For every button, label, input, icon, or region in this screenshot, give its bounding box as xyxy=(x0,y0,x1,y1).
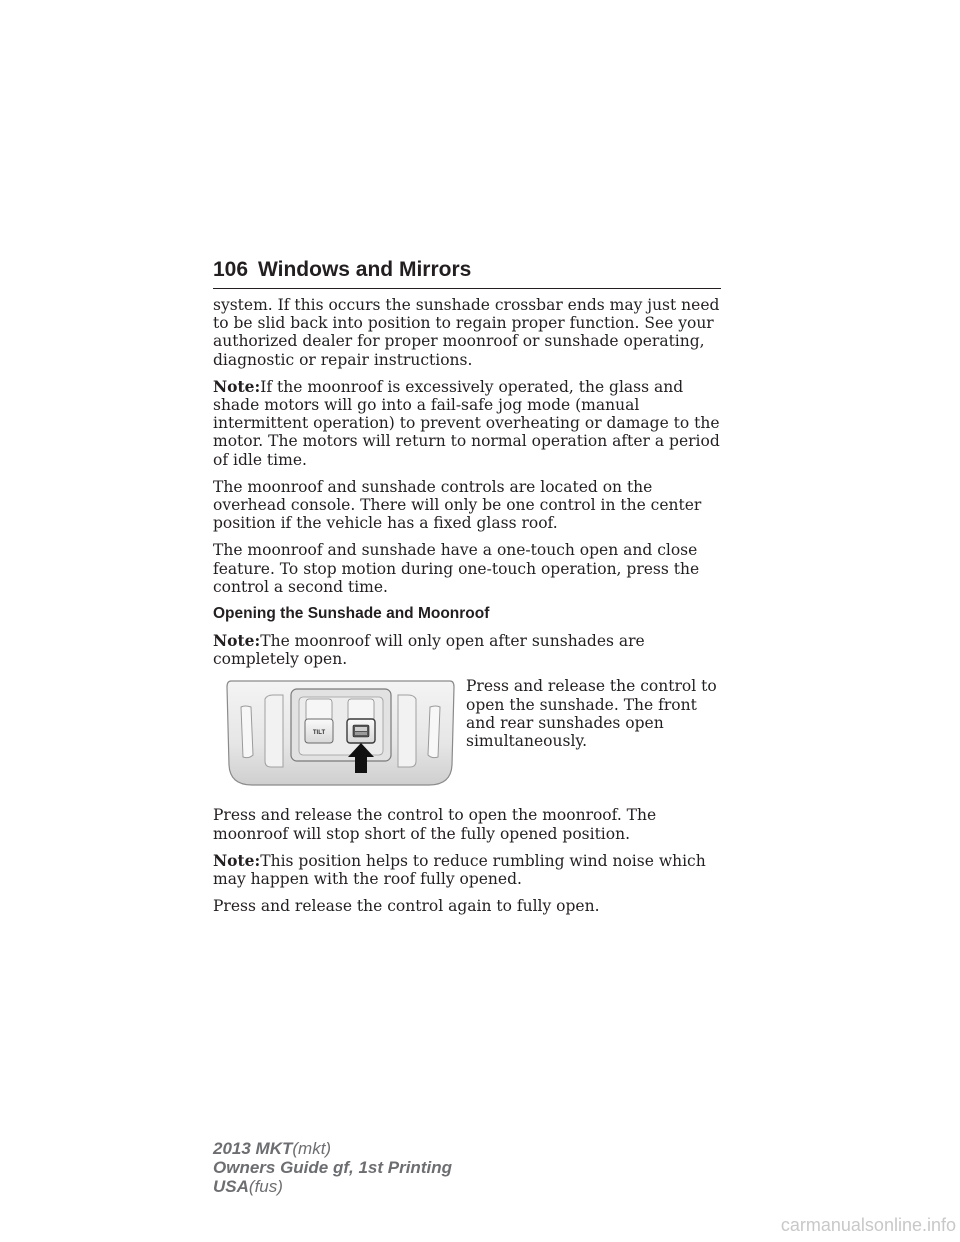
page-content xyxy=(213,296,723,924)
footer-model: 2013 MKT xyxy=(213,1139,293,1158)
footer-guide-edition: Owners Guide gf, 1st Printing xyxy=(213,1158,452,1177)
note-text: The moonroof will only open after sunshades are completely open. xyxy=(213,632,645,669)
tilt-button-label: TILT xyxy=(312,730,326,737)
paragraph-continuation: system. If this occurs the sunshade crossbar ends may just need to be slid back into position to regain proper function. See your authorized dealer for proper moonroof or sunshade operating, diagnostic or repair instructions. xyxy=(213,296,720,369)
footer-line-market xyxy=(213,1177,452,1196)
paragraph-fully-open: Press and release the control again to fully open. xyxy=(213,897,600,916)
paragraph-open-moonroof: Press and release the control to open the moonroof. The moonroof will stop short of the fully opened position. xyxy=(213,806,657,843)
note-label: Note: xyxy=(213,376,261,396)
footer-line-model xyxy=(213,1139,452,1158)
figure-row xyxy=(213,677,723,795)
page-number: 106 xyxy=(213,258,249,281)
paragraph-one-touch: The moonroof and sunshade have a one-touch open and close feature. To stop motion during one-touch operation, press the control a second time. xyxy=(213,541,700,596)
overhead-console-illustration xyxy=(223,677,458,790)
footer-model-code: (mkt) xyxy=(292,1139,332,1158)
footer-market: USA xyxy=(213,1177,249,1196)
page-footer xyxy=(213,1139,452,1196)
paragraph-controls-location: The moonroof and sunshade controls are located on the overhead console. There will only be one control in the center position if the vehicle has a fixed glass roof. xyxy=(213,477,702,533)
note-sunshade-first xyxy=(213,632,723,668)
note-wind-noise xyxy=(213,852,723,888)
note-label: Note: xyxy=(213,631,261,651)
footer-market-code: (fus) xyxy=(248,1177,283,1196)
note-overheating xyxy=(213,378,723,469)
watermark: carmanualsonline.info xyxy=(780,1215,956,1235)
note-text: If the moonroof is excessively operated, the glass and shade motors will go into a fail-safe jog mode (manual intermittent operation) to prevent overheating or damage to the motor. The motors will return to normal operation after a period of idle time. xyxy=(213,377,720,469)
page-header xyxy=(213,256,721,289)
note-label: Note: xyxy=(213,850,261,870)
figure-caption: Press and release the control to open the sunshade. The front and rear sunshades open simultaneously. xyxy=(466,677,717,751)
note-text: This position helps to reduce rumbling wind noise which may happen with the roof fully opened. xyxy=(213,851,706,889)
subheading-opening: Opening the Sunshade and Moonroof xyxy=(213,605,490,623)
section-title: Windows and Mirrors xyxy=(258,258,472,281)
overhead-console-drawing xyxy=(223,677,458,790)
